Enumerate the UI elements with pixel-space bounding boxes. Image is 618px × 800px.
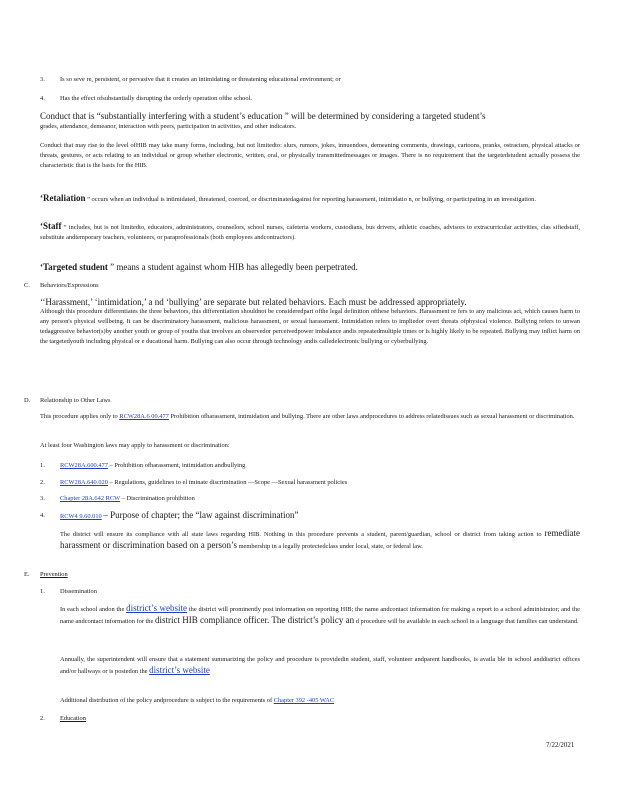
subsection-number: 1. (40, 588, 45, 595)
law-link[interactable]: RCW4 9.60.010 (60, 513, 102, 520)
retaliation-text: ” occurs when an individual is intimidated, threatened, coerced, or discriminatedagainst for reporting harassment, intimidatio n, or bullying, or participating in an investigation. (87, 196, 536, 203)
harassment-paragraph: Although this procedure differentiates the three behaviors, this differentiation shouldnot be consideredpart ofthe legal definition ofthese behaviors. Harassment re fers to any malicious act, which causes harm to any person's physical wellbeing. It can be discriminatory harassment, malicious harassment, or sexual harassment. Intimidation refers to impliedor overt threats ofphysical violence. Bullying refers to unwan tedaggressive behavior(s)by another youth or group of youths that involves an observedor perceivedpower imbalance andis repeatedmultiple times or is highly likely to be repeated. Bullying may inflict harm on the targetedyouth including physical or e ducational harm. Bullying can also occur through technology andis calledelectronic bullying or cyberbullying. (40, 308, 580, 345)
dissemination-text-a: In each school andon the (60, 606, 125, 613)
footer-date: 7/22/2021 (546, 741, 575, 749)
compliance-text-b: remediate harassment or discrimination based on a person’s (60, 528, 580, 550)
section-e-title: Prevention (40, 571, 68, 578)
additional-text: Additional distribution of the policy andprocedure is subject to the requirements of (60, 697, 273, 704)
dissemination-paragraph (60, 603, 580, 627)
annual-paragraph (60, 655, 580, 677)
retaliation-term: ‘Retaliation (40, 193, 86, 203)
law-text: – Prohibition ofharassment, intimidation andbullying (109, 462, 246, 469)
law-text: – Regulations, guidelines to el iminate discrimination —Scope —Sexual harassment policies (109, 479, 348, 486)
law-link[interactable]: RCW28A.600.477 (60, 462, 108, 469)
law-item (60, 510, 580, 522)
list-item-text: Has the effect ofsubstantially disrupting the orderly operation ofthe school. (60, 95, 252, 102)
dissemination-text-b: the district will prominently post information on reporting HIB; the name andcontact information for making a report to a school administrator; and the name andcontact information for the (60, 606, 580, 625)
compliance-text-c: membership in a legally protectedclass under local, state, or federal law. (238, 543, 423, 550)
section-d-title: Relationship to Other Laws (40, 397, 111, 404)
conduct-lead: Conduct that is “substantially interfering with a student’s education ” will be determined by considering a targeted student’s (40, 111, 486, 121)
compliance-text-a: The district will ensure its compliance with all state laws regarding HIB. Nothing in this procedure prevents a student, parent/guardian, school or district from taking action to (60, 531, 542, 538)
section-c-title: Behaviors/Expressions (40, 282, 99, 289)
law-link[interactable]: Chapter 28A.642 RCW (60, 495, 121, 502)
section-e-letter: E. (24, 571, 30, 578)
district-website-link[interactable]: district’s website (149, 665, 210, 675)
harassment-lead: ‘‘Harassment,’ ‘intimidation,’ a nd ‘bullying’ are separate but related behaviors. Each must be addressed appropriately. (40, 297, 467, 307)
targeted-student-definition (40, 262, 580, 273)
conduct-forms-paragraph: Conduct that may rise to the level ofHIB may take many forms, including, but not limitedto: slurs, rumors, jokes, innuendoes, demeaning comments, drawings, cartoons, pranks, ostracism, physical attacks or threats, gestures, or acts relating to an individual or group whether electronic, written, oral, or physically transmittedmessages or images. There is no requirement that the targetedstudent actually possess the characteristic that is the basis for the HIB. (40, 142, 580, 169)
section-d-letter: D. (24, 397, 31, 404)
dissemination-title: Dissemination (60, 588, 97, 595)
staff-text: ” includes, but is not limitedto, educators, administrators, counselors, school nurses, cafeteria workers, custodians, bus drivers, athletic coaches, advisors to extracurricular activities, clas sifiedstaff, substitute andtemporary teachers, volunteers, or paraprofessionals (both employees andcontractors). (40, 224, 580, 241)
law-link[interactable]: RCW28A.640.020 (60, 479, 108, 486)
law-text: – Discrimination prohibition (121, 495, 195, 502)
law-item (60, 478, 580, 488)
four-laws-intro: At least four Washington laws may apply to harassment or discrimination: (40, 442, 230, 449)
law-number: 4. (40, 512, 45, 519)
law-number: 1. (40, 462, 45, 469)
additional-distribution-paragraph (60, 696, 580, 706)
law-number: 3. (40, 495, 45, 502)
list-number: 4. (40, 95, 45, 102)
conduct-rest: grades, attendance, demeanor, interaction with peers, participation in activities, and other indicators. (40, 123, 297, 130)
annual-text: Annually, the superintendent will ensure that a statement summarizing the policy and procedure is providedin student, staff, volunteer andparent handbooks, is availa ble in school anddistrict offices and/or hallways or is postedon the (60, 656, 580, 675)
dissemination-text-d: d procedure will be available in each school in a language that families can understand. (355, 618, 579, 625)
law-item (60, 461, 580, 471)
relationship-text-b: Prohibition ofharassment, intimidation and bullying. There are other laws andprocedures to address relatedissues such as sexual harassment or discrimination. (170, 413, 575, 420)
law-item (60, 494, 580, 504)
retaliation-definition (40, 193, 580, 205)
education-title: Education (60, 715, 86, 722)
relationship-paragraph (40, 412, 580, 422)
staff-definition (40, 221, 580, 243)
chapter-392-405-wac-link[interactable]: Chapter 392 -405 WAC (273, 697, 335, 704)
section-c-letter: C. (24, 282, 30, 289)
targeted-text: ” means a student against whom HIB has allegedly been perpetrated. (110, 262, 358, 272)
rcw-28a-600-477-link[interactable]: RCW28A.6 00.477 (119, 413, 169, 420)
staff-term: ‘Staff (40, 221, 62, 231)
subsection-number: 2. (40, 715, 45, 722)
list-item-text: Is so seve re, persistent, or pervasive that it creates an intimidating or threatening educational environment; or (60, 76, 341, 83)
relationship-text-a: This procedure applies only to (40, 413, 118, 420)
law-number: 2. (40, 479, 45, 486)
compliance-paragraph (60, 528, 580, 552)
district-website-link[interactable]: district’s website (126, 603, 188, 613)
list-number: 3. (40, 76, 45, 83)
targeted-term: ‘Targeted student (40, 262, 108, 272)
dissemination-text-c: district HIB compliance officer. The district’s policy an (154, 615, 355, 625)
law-text: – Purpose of chapter; the “law against discrimination” (103, 510, 299, 520)
